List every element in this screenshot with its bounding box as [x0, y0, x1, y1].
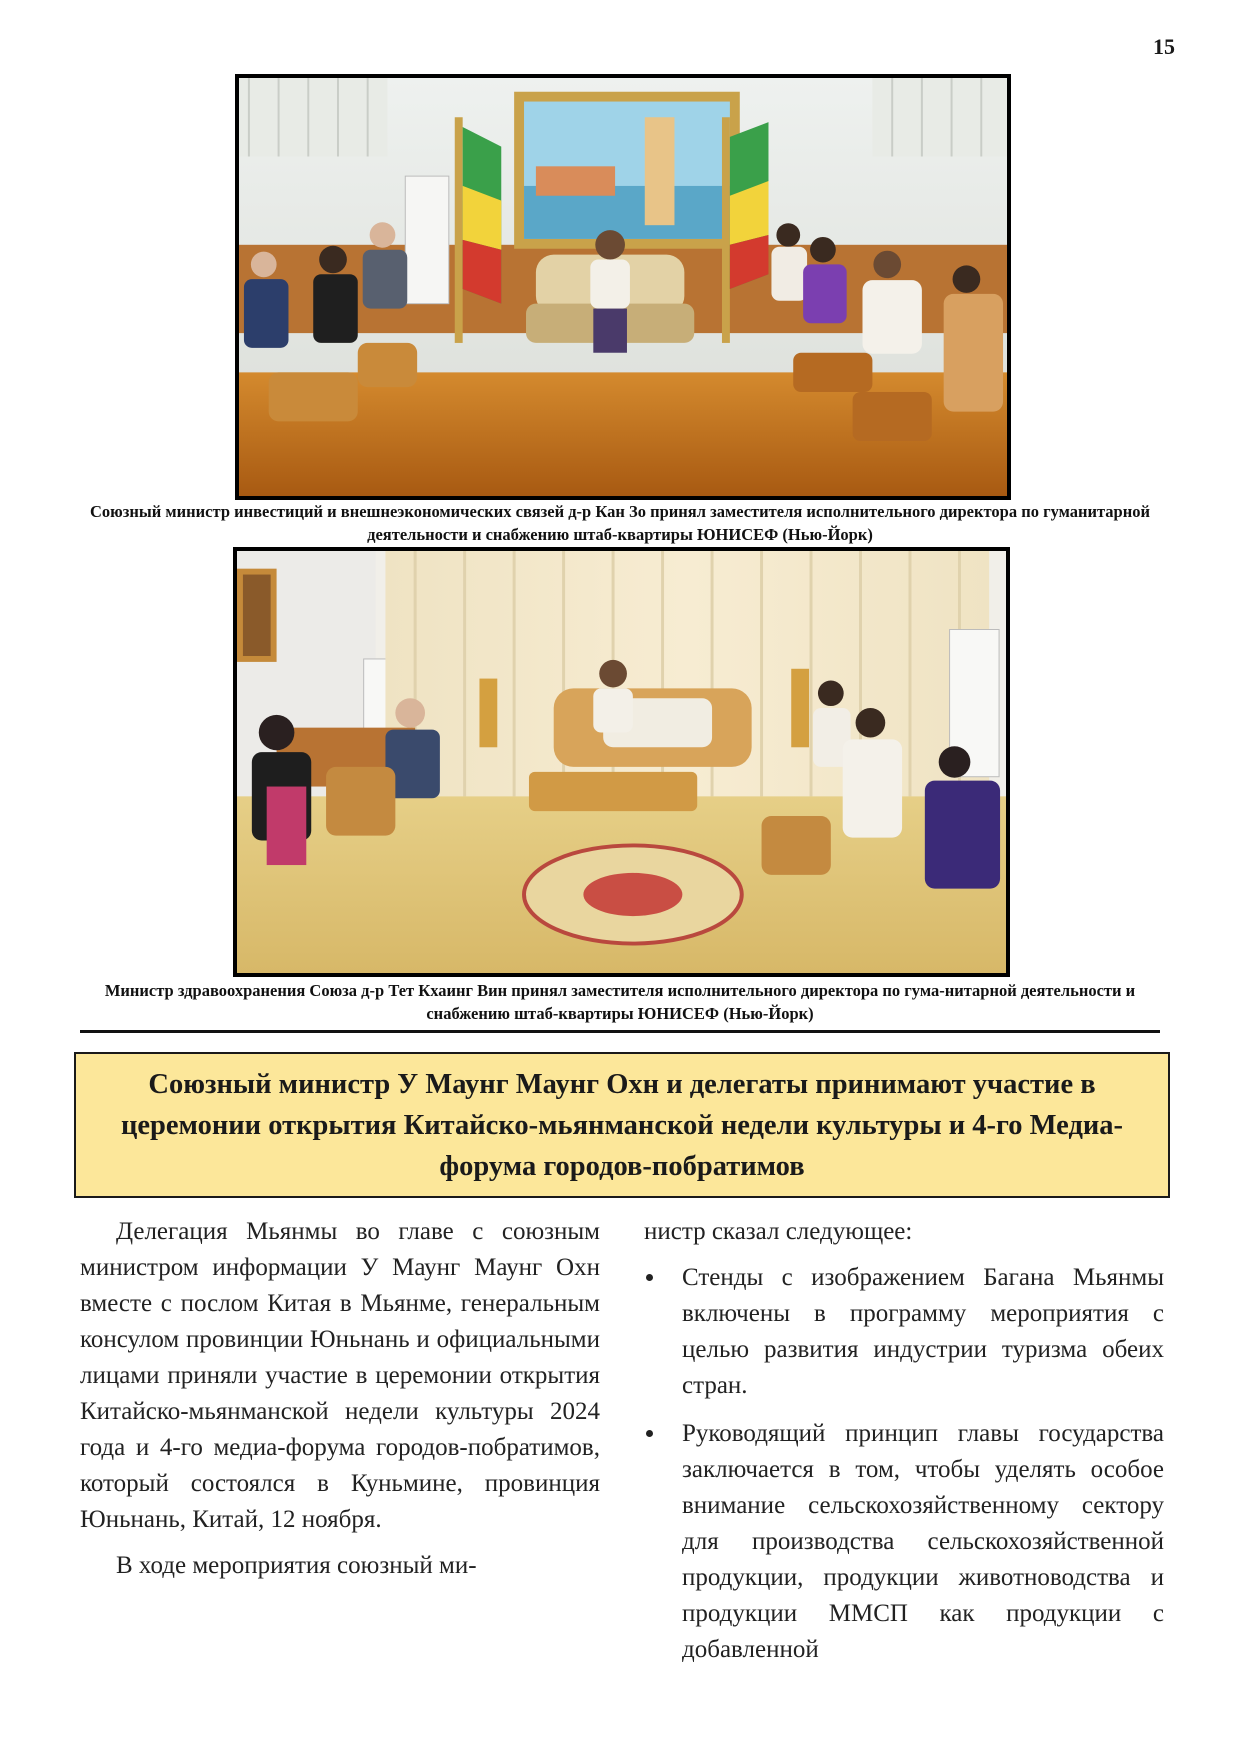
bullet-list: [644, 1260, 1164, 1668]
article-paragraph-continued: нистр сказал следующее:: [644, 1218, 913, 1245]
article-headline: Союзный министр У Маунг Маунг Охн и делегаты принимают участие в церемонии открытия Китайско-мьянманской недели культуры и 4-го Медиа-форума городов-побратимов: [120, 1068, 1124, 1182]
article-paragraph: В ходе мероприятия союзный ми-: [116, 1552, 477, 1579]
bullet-icon: [646, 1274, 653, 1281]
photo-caption-2: Министр здравоохранения Союза д-р Тет Кхаинг Вин принял заместителя исполнительного директора по гума-нитарной деятельности и снабжению штаб-квартиры ЮНИСЕФ (Нью-Йорк): [104, 981, 1136, 1023]
meeting-room-photo-2-icon: [237, 551, 1006, 973]
list-item: [644, 1416, 1164, 1668]
photo-caption-1: Союзный министр инвестиций и внешнеэкономических связей д-р Кан Зо принял заместителя исполнительного директора по гуманитарной деятельности и снабжению штаб-квартиры ЮНИСЕФ (Нью-Йорк): [90, 502, 1150, 544]
headline-box: [74, 1052, 1170, 1198]
bullet-icon: [646, 1430, 653, 1437]
list-item-text: Стенды с изображением Багана Мьянмы включены в программу мероприятия с целью развития индустрии туризма обеих стран.: [682, 1264, 1164, 1399]
article-paragraph: Делегация Мьянмы во главе с союзным министром информации У Маунг Маунг Охн вместе с послом Китая в Мьянме, генеральным консулом провинции Юньнань и официальными лицами приняли участие в церемонии открытия Китайско-мьянманской недели культуры 2024 года и 4-го медиа-форума городов-побратимов, который состоялся в Куньмине, провинция Юньнань, Китай, 12 ноября.: [80, 1218, 600, 1533]
photo-meeting-health-minister: [233, 547, 1010, 977]
list-item: [644, 1260, 1164, 1404]
article-column-left: [80, 1214, 600, 1594]
photo-meeting-investment-minister: [235, 74, 1011, 500]
meeting-room-photo-1-icon: [239, 78, 1007, 496]
page-number: 15: [1153, 34, 1175, 59]
article-column-right: [644, 1214, 1164, 1680]
list-item-text: Руководящий принцип главы государства заключается в том, чтобы уделять особое внимание сельскохозяйственному сектору для производства сельскохозяйственной продукции, продукции животноводства и продукции ММСП как продукции с добавленной: [682, 1420, 1164, 1663]
section-divider: [80, 1030, 1160, 1033]
